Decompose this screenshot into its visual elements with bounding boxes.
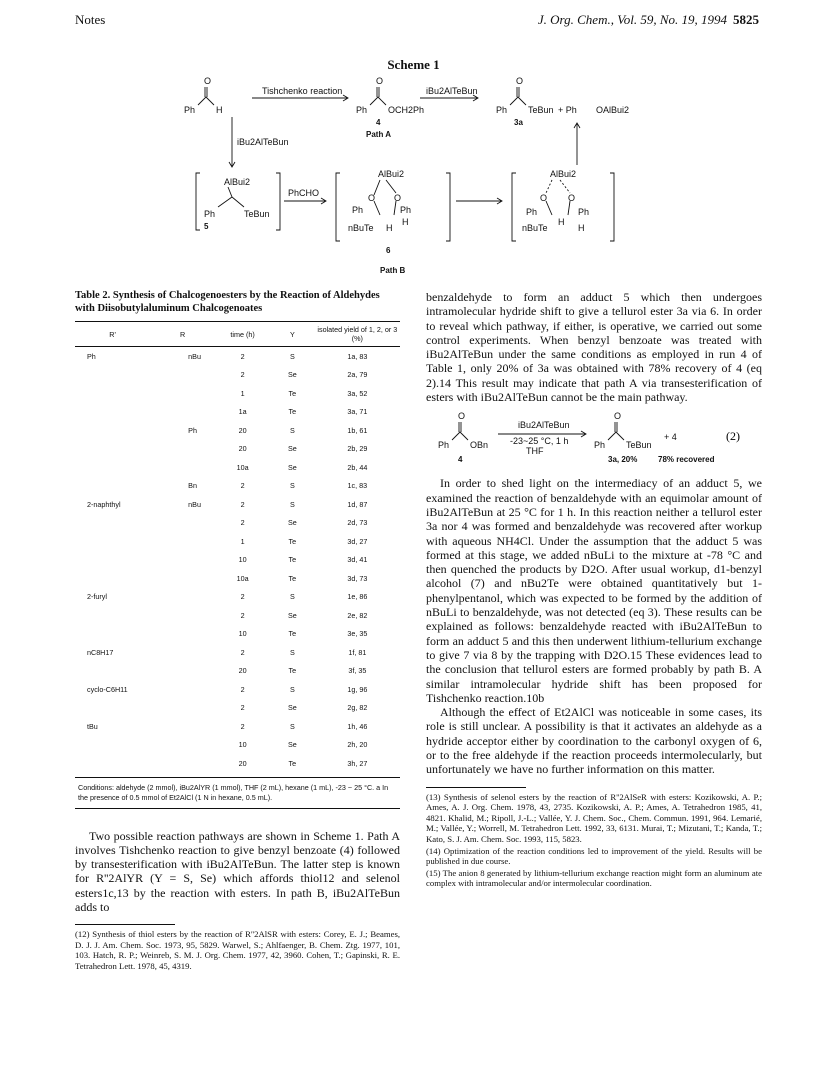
cell-r-prime: [75, 403, 150, 422]
svg-text:Ph: Ph: [578, 207, 590, 217]
cell-time: 2: [240, 518, 245, 528]
table-row: [75, 495, 400, 514]
cell-time: 1: [240, 388, 245, 398]
cell-yield: 3d, 41: [347, 555, 368, 565]
cell-r: [150, 643, 215, 662]
cell-time: 2: [240, 592, 245, 602]
cell-r-prime: [75, 421, 150, 440]
cell-time: 20: [238, 425, 247, 435]
svg-text:Ph: Ph: [400, 205, 412, 215]
svg-text:H: H: [578, 223, 585, 233]
svg-text:4: 4: [376, 118, 381, 127]
svg-text:Ph: Ph: [496, 105, 508, 115]
cell-r-prime: nC8H17: [87, 647, 114, 657]
svg-text:AlBui2: AlBui2: [224, 177, 251, 187]
cell-r-prime: [75, 366, 150, 385]
right-paragraph-1: benzaldehyde to form an adduct 5 which then undergoes intramolecular hydride shift to give a tellurol ester 3a via 6. In order to reveal which pathway, if either, is operative, we carried out some control experiments. When benzyl benzoate was treated with iBu2AlTeBun under the same conditions as employed in run 4 of Table 1, only 20% of 3a was obtained with 78% recovery of 4 (eq 2).14 This result may indicate that path A via transesterification of esters with iBu2AlTeBun cannot be the main pathway.: [426, 290, 762, 405]
svg-text:(2): (2): [726, 429, 740, 444]
cell-y: S: [289, 425, 295, 435]
cell-r: [150, 569, 215, 588]
cell-y: Se: [287, 610, 297, 620]
cell-yield: 3a, 71: [347, 407, 368, 417]
col-yield: isolated yield of 1, 2, or 3 (%): [315, 322, 400, 347]
svg-text:AlBui2: AlBui2: [550, 169, 577, 179]
table-row: [75, 347, 400, 366]
cell-y: S: [289, 499, 295, 509]
cell-time: 2: [240, 499, 245, 509]
cell-r: [150, 440, 215, 459]
cell-r: [150, 606, 215, 625]
svg-text:78% recovered: 78% recovered: [658, 455, 715, 465]
cell-r: [150, 754, 215, 773]
svg-text:Ph: Ph: [184, 105, 196, 115]
svg-text:Ph: Ph: [526, 207, 538, 217]
cell-time: 10a: [236, 573, 249, 583]
svg-text:Path B: Path B: [380, 266, 406, 275]
left-paragraph: Two possible reaction pathways are shown in Scheme 1. Path A involves Tishchenko reaction to give benzyl benzoate (4) followed by transesterification with iBu2AlTeBun. The latter step is known for R''2AlYR (Y = S, Se) which affords thiol12 and selenol esters1c,13 by the reaction with esters. In path B, iBu2AlTeBun adds to: [75, 828, 400, 914]
svg-text:OBn: OBn: [470, 440, 489, 451]
table-row: [75, 569, 400, 588]
cell-r-prime: [75, 606, 150, 625]
cell-yield: 3d, 73: [347, 573, 368, 583]
cell-r: [150, 699, 215, 718]
cell-yield: 3e, 35: [347, 629, 368, 639]
svg-text:THF: THF: [526, 446, 544, 457]
table-row: [75, 514, 400, 533]
svg-text:O: O: [540, 193, 548, 203]
cell-yield: 1c, 83: [347, 481, 368, 491]
cell-time: 10: [238, 555, 247, 565]
running-header-left: Notes: [75, 12, 106, 27]
cell-r: [150, 736, 215, 755]
cell-yield: 1h, 46: [347, 721, 368, 731]
right-paragraph-3: Although the effect of Et2AlCl was noticeable in some cases, its role is still unclear. A possibility is that it activates an aldehyde as a hydride acceptor either by coordination to the carbonyl oxygen of 6, or to the free aldehyde if the reaction proceeds intermolecularly, but unfortunately we have no further information on this matter.: [426, 705, 762, 777]
cell-r-prime: [75, 662, 150, 681]
svg-text:O: O: [376, 76, 384, 86]
cell-r-prime: [75, 532, 150, 551]
cell-y: Se: [287, 444, 297, 454]
journal-citation: J. Org. Chem., Vol. 59, No. 19, 1994: [537, 12, 727, 27]
cell-r: [150, 662, 215, 681]
cell-y: Se: [287, 740, 297, 750]
cell-yield: 2b, 29: [347, 444, 368, 454]
cell-y: S: [289, 647, 295, 657]
cell-r: [150, 680, 215, 699]
results-table: [75, 321, 400, 773]
svg-text:+ Ph: + Ph: [558, 105, 577, 115]
footnote-rule: [75, 924, 175, 925]
cell-y: Se: [287, 462, 297, 472]
table-row: [75, 458, 400, 477]
svg-text:OCH2Ph: OCH2Ph: [388, 105, 425, 115]
table-row: [75, 384, 400, 403]
cell-y: Se: [287, 703, 297, 713]
cell-r-prime: Ph: [87, 351, 96, 361]
cell-r-prime: [75, 736, 150, 755]
cell-r: [150, 458, 215, 477]
cell-y: Te: [288, 573, 297, 583]
footnote-12: (12) Synthesis of thiol esters by the reaction of R''2AlSR with esters: Corey, E. J.; Beames, D. J. J. Am. Chem. Soc. 1973, 95, 5829. Warwel, S.; Ahlfaenger, B. Chem. Ztg. 1977, 101, 103. Hatch, R. P.; Weinreb, S. M. J. Org. Chem. 1977, 42, 3960. Cohen, T.; Gapinski, R. E. Tetrahedron Lett. 1978, 45, 4319.: [75, 929, 400, 972]
cell-r: [150, 532, 215, 551]
cell-r-prime: [75, 551, 150, 570]
table-row: [75, 551, 400, 570]
table-row: [75, 680, 400, 699]
table-row: [75, 699, 400, 718]
cell-r: nBu: [188, 351, 201, 361]
table-row: [75, 366, 400, 385]
footnote-rule-right: [426, 787, 526, 788]
col-y: Y: [270, 322, 315, 347]
table-row: [75, 421, 400, 440]
cell-time: 2: [240, 684, 245, 694]
cell-r-prime: [75, 699, 150, 718]
scheme-1-diagram: [180, 75, 650, 280]
svg-text:Ph: Ph: [352, 205, 364, 215]
cell-r-prime: [75, 754, 150, 773]
svg-text:O: O: [368, 193, 376, 203]
cell-yield: 2d, 73: [347, 518, 368, 528]
cell-y: Te: [288, 666, 297, 676]
table-row: [75, 736, 400, 755]
svg-text:H: H: [402, 217, 409, 227]
svg-text:Ph: Ph: [594, 440, 606, 451]
table-body: [75, 347, 400, 773]
page-number: 5825: [733, 12, 759, 27]
cell-y: S: [289, 481, 295, 491]
svg-text:iBu2AlTeBun: iBu2AlTeBun: [237, 137, 289, 147]
cell-time: 1a: [238, 407, 247, 417]
table-footnote: Conditions: aldehyde (2 mmol), iBu2AlYR (1 mmol), THF (2 mL), hexane (1 mL), -23 ~ 25 °C. a In the presence of 0.5 mmol of Et2AlCl (1 N in hexane, 0.5 mL).: [75, 777, 400, 809]
svg-text:iBu2AlTeBun: iBu2AlTeBun: [426, 86, 478, 96]
cell-yield: 2e, 82: [347, 610, 368, 620]
svg-text:Ph: Ph: [204, 209, 216, 219]
cell-y: Te: [288, 388, 297, 398]
cell-yield: 2h, 20: [347, 740, 368, 750]
cell-time: 1: [240, 536, 245, 546]
cell-y: S: [289, 684, 295, 694]
table-row: [75, 754, 400, 773]
cell-yield: 1a, 83: [347, 351, 368, 361]
cell-time: 10: [238, 629, 247, 639]
svg-text:H: H: [216, 105, 223, 115]
left-column: [75, 290, 400, 973]
cell-r-prime: cyclo-C6H11: [87, 684, 128, 694]
cell-yield: 2b, 44: [347, 462, 368, 472]
svg-text:nBuTe: nBuTe: [522, 223, 548, 233]
cell-r: [150, 588, 215, 607]
cell-r-prime: 2-furyl: [87, 592, 107, 602]
cell-time: 2: [240, 481, 245, 491]
cell-time: 20: [238, 666, 247, 676]
cell-time: 2: [240, 721, 245, 731]
footnote-13: (13) Synthesis of selenol esters by the reaction of R''2AlSeR with esters: Kozikowski, A. P.; Ames, A. J. Org. Chem. 1978, 43, 2735. Kozikowski, A. P.; Ames, A. Tetrahedron 1985, 41, 4821. Khalid, M.; Ripoll, J.-L.; Vallée, Y. J. Chem. Soc., Chem. Commun. 1991, 964. Lemarié, M.; Vallée, Y.; Worrell, M. Tetrahedron Lett. 1992, 33, 6131. Murai, T.; Mizutani, T.; Kanda, T.; Kato, S. J. Am. Chem. Soc. 1993, 115, 5823.: [426, 791, 762, 844]
table-title: Table 2. Synthesis of Chalcogenoesters by the Reaction of Aldehydes with Diisobutylaluminum Chalcogenoates: [75, 290, 380, 314]
cell-y: Te: [288, 629, 297, 639]
footnote-15: (15) The anion 8 generated by lithium-tellurium exchange reaction might form an aluminum ate complex with intramolecular and/or intermolecular coordination.: [426, 867, 762, 889]
cell-time: 2: [240, 703, 245, 713]
svg-text:O: O: [458, 411, 466, 422]
right-paragraph-2: In order to shed light on the intermediacy of an adduct 5, we examined the reaction of benzaldehyde with an equimolar amount of iBu2AlTeBun at 25 °C for 1 h. In this reaction neither a tellurol ester 3a nor 4 was formed and benzaldehyde was recovered after workup with aqueous NH4Cl. Under the assumption that the adduct 5 was formed at this stage, we added nBuLi to the mixture at -78 °C and then quenched the products by D2O. After usual workup, d1-benzyl alcohol (7) and nBu2Te were obtained quantitatively but 1-phenylpentanol, which was expected to be formed by the addition of nBuLi to benzaldehyde, was not detected (eq 3). These results can be explained as follows: benzaldehyde reacted with iBu2AlTeBun to form an adduct 5 and this then underwent lithium-tellurium exchange to give 7 via 8 by the trapping with D2O.15 These evidences lead to the conclusion that tellurol esters are formed probably by path B. A similar intramolecular hydride shift has been proposed for Tishchenko reaction.10b: [426, 476, 762, 705]
cell-time: 2: [240, 351, 245, 361]
cell-r: [150, 403, 215, 422]
svg-text:H: H: [386, 223, 393, 233]
col-r-prime: R': [75, 322, 150, 347]
cell-time: 10a: [236, 462, 249, 472]
svg-text:H: H: [558, 217, 565, 227]
cell-r: [150, 366, 215, 385]
cell-time: 2: [240, 647, 245, 657]
table-header-row: [75, 322, 400, 347]
svg-text:iBu2AlTeBun: iBu2AlTeBun: [518, 420, 570, 431]
cell-y: Se: [287, 518, 297, 528]
svg-text:3a, 20%: 3a, 20%: [608, 455, 638, 465]
svg-text:Tishchenko reaction: Tishchenko reaction: [262, 86, 343, 96]
cell-yield: 2a, 79: [347, 370, 368, 380]
cell-yield: 1b, 61: [347, 425, 368, 435]
cell-yield: 1g, 96: [347, 684, 368, 694]
cell-y: S: [289, 351, 295, 361]
cell-time: 10: [238, 740, 247, 750]
cell-y: Te: [288, 536, 297, 546]
col-r: R: [150, 322, 215, 347]
table-row: [75, 606, 400, 625]
svg-text:PhCHO: PhCHO: [288, 188, 320, 198]
cell-time: 2: [240, 610, 245, 620]
cell-r: [150, 625, 215, 644]
cell-r: nBu: [188, 499, 201, 509]
equation-2: [426, 410, 762, 470]
svg-text:5: 5: [204, 222, 209, 231]
svg-text:4: 4: [458, 455, 463, 465]
svg-text:+ 4: + 4: [664, 432, 677, 443]
table-row: [75, 403, 400, 422]
table-row: [75, 717, 400, 736]
equation-2-diagram: [426, 410, 762, 470]
cell-r-prime: tBu: [87, 721, 98, 731]
cell-r: [150, 717, 215, 736]
svg-text:O: O: [516, 76, 524, 86]
cell-yield: 1d, 87: [347, 499, 368, 509]
table-row: [75, 532, 400, 551]
svg-text:3a: 3a: [514, 118, 523, 127]
svg-text:O: O: [204, 76, 212, 86]
cell-r-prime: [75, 625, 150, 644]
svg-text:nBuTe: nBuTe: [348, 223, 374, 233]
running-header-right: [538, 12, 759, 28]
cell-time: 20: [238, 444, 247, 454]
cell-time: 20: [238, 758, 247, 768]
table-row: [75, 588, 400, 607]
svg-text:TeBun: TeBun: [528, 105, 554, 115]
svg-text:-23~25 °C, 1 h: -23~25 °C, 1 h: [510, 436, 569, 447]
svg-text:OAlBui2: OAlBui2: [596, 105, 630, 115]
svg-text:AlBui2: AlBui2: [378, 169, 405, 179]
svg-text:O: O: [394, 193, 402, 203]
right-column: [426, 290, 762, 890]
cell-y: Te: [288, 758, 297, 768]
cell-r-prime: 2-naphthyl: [87, 499, 121, 509]
cell-r-prime: [75, 458, 150, 477]
table-row: [75, 477, 400, 496]
scheme-title: Scheme 1: [387, 57, 440, 72]
cell-r: [150, 514, 215, 533]
cell-yield: 3f, 35: [348, 666, 367, 676]
svg-text:Ph: Ph: [438, 440, 450, 451]
cell-yield: 1f, 81: [348, 647, 367, 657]
table-row: [75, 662, 400, 681]
svg-text:6: 6: [386, 246, 391, 255]
cell-yield: 3h, 27: [347, 758, 368, 768]
svg-text:O: O: [614, 411, 622, 422]
footnote-14: (14) Optimization of the reaction conditions led to improvement of the yield. Results will be published in due course.: [426, 845, 762, 867]
svg-text:TeBun: TeBun: [244, 209, 270, 219]
svg-text:Path A: Path A: [366, 130, 392, 139]
svg-text:O: O: [568, 193, 576, 203]
svg-text:TeBun: TeBun: [626, 440, 652, 451]
cell-r-prime: [75, 569, 150, 588]
cell-r-prime: [75, 514, 150, 533]
table-row: [75, 440, 400, 459]
cell-yield: 1e, 86: [347, 592, 368, 602]
cell-y: S: [289, 592, 295, 602]
col-time: time (h): [215, 322, 270, 347]
cell-y: Te: [288, 555, 297, 565]
cell-y: S: [289, 721, 295, 731]
cell-y: Te: [288, 407, 297, 417]
cell-r-prime: [75, 384, 150, 403]
cell-yield: 3d, 27: [347, 536, 368, 546]
table-row: [75, 643, 400, 662]
cell-y: Se: [287, 370, 297, 380]
table-row: [75, 625, 400, 644]
cell-r-prime: [75, 477, 150, 496]
cell-r-prime: [75, 440, 150, 459]
cell-yield: 2g, 82: [347, 703, 368, 713]
cell-r: Bn: [188, 481, 197, 491]
cell-r: [150, 551, 215, 570]
cell-yield: 3a, 52: [347, 388, 368, 398]
cell-r: [150, 384, 215, 403]
svg-text:Ph: Ph: [356, 105, 368, 115]
cell-time: 2: [240, 370, 245, 380]
cell-r: Ph: [188, 425, 197, 435]
